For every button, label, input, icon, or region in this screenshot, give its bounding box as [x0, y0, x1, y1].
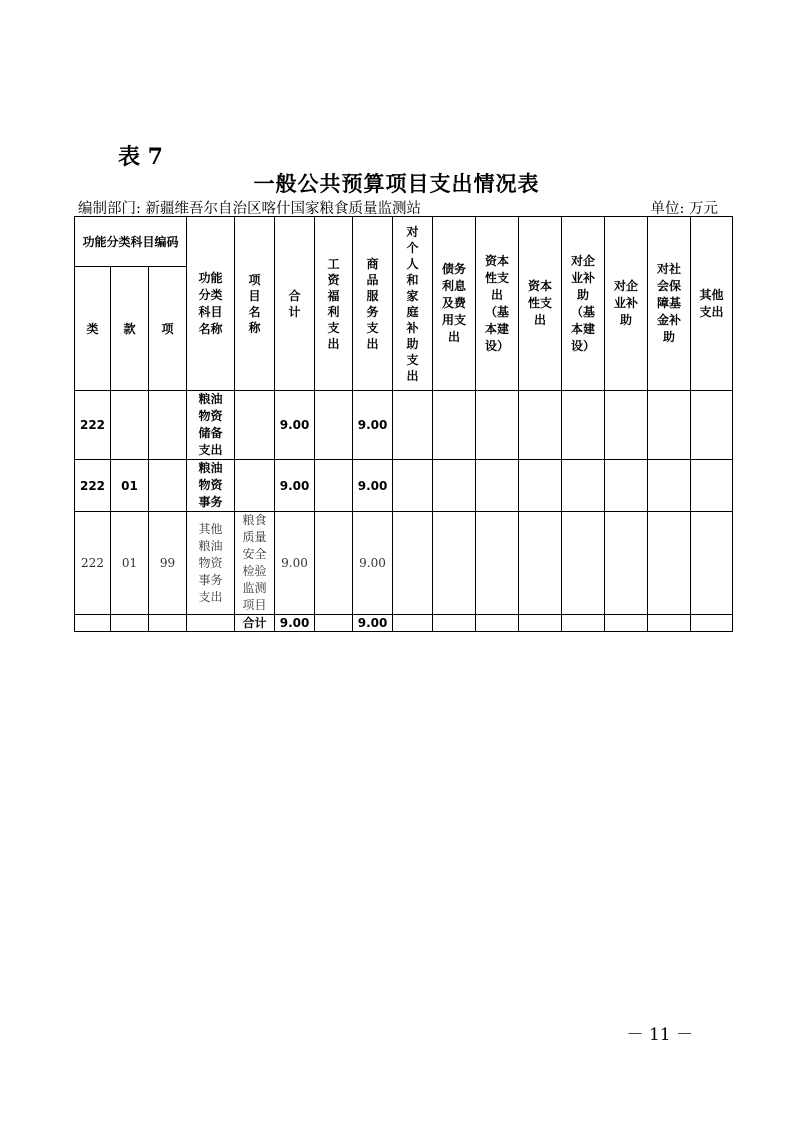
cell-empty: [476, 391, 519, 460]
header-personal: 对个人和家庭补助支出: [393, 217, 433, 391]
cell-empty: [476, 615, 519, 632]
header-lei: 类: [75, 267, 111, 391]
total-goods: 9.00: [353, 615, 393, 632]
header-func-name: 功能分类科目名称: [187, 217, 235, 391]
header-wage: 工资福利支出: [315, 217, 353, 391]
header-social: 对社会保障基金补助: [648, 217, 691, 391]
cell-lei: 222: [75, 391, 111, 460]
cell-empty: [393, 391, 433, 460]
cell-project-name: [235, 460, 275, 512]
cell-empty: [111, 615, 149, 632]
table-row: [75, 460, 733, 512]
cell-empty: [648, 512, 691, 615]
header-xiang: 项: [149, 267, 187, 391]
cell-goods: 9.00: [353, 391, 393, 460]
cell-lei: 222: [75, 512, 111, 615]
cell-empty: [562, 460, 605, 512]
cell-empty: [562, 615, 605, 632]
cell-empty: [562, 391, 605, 460]
table-row: [75, 512, 733, 615]
cell-total: 9.00: [275, 512, 315, 615]
cell-empty: [519, 460, 562, 512]
cell-empty: [187, 615, 235, 632]
cell-xiang: [149, 460, 187, 512]
cell-goods: 9.00: [353, 512, 393, 615]
cell-empty: [519, 391, 562, 460]
total-value: 9.00: [275, 615, 315, 632]
cell-total: 9.00: [275, 391, 315, 460]
cell-kuan: 01: [111, 512, 149, 615]
header-func-code-group: 功能分类科目编码: [75, 217, 187, 267]
cell-empty: [519, 512, 562, 615]
header-kuan: 款: [111, 267, 149, 391]
cell-empty: [605, 460, 648, 512]
header-total: 合计: [275, 217, 315, 391]
cell-kuan: 01: [111, 460, 149, 512]
cell-empty: [519, 615, 562, 632]
cell-empty: [476, 512, 519, 615]
cell-empty: [691, 460, 733, 512]
header-debt: 债务利息及费用支出: [433, 217, 476, 391]
cell-total: 9.00: [275, 460, 315, 512]
header-other: 其他支出: [691, 217, 733, 391]
cell-empty: [691, 615, 733, 632]
cell-wage: [315, 391, 353, 460]
table-number-label: 表 7: [118, 144, 163, 170]
cell-empty: [648, 615, 691, 632]
cell-empty: [433, 460, 476, 512]
cell-lei: 222: [75, 460, 111, 512]
header-enterprise: 对企业补助: [605, 217, 648, 391]
total-row: [75, 615, 733, 632]
cell-empty: [393, 615, 433, 632]
cell-project-name: 粮食质量安全检验监测项目: [235, 512, 275, 615]
cell-empty: [433, 512, 476, 615]
cell-empty: [562, 512, 605, 615]
cell-empty: [605, 512, 648, 615]
cell-empty: [433, 391, 476, 460]
cell-xiang: [149, 391, 187, 460]
cell-wage: [315, 460, 353, 512]
cell-empty: [605, 615, 648, 632]
cell-empty: [476, 460, 519, 512]
header-capital-basic: 资本性支出（基本建设）: [476, 217, 519, 391]
cell-empty: [149, 615, 187, 632]
cell-empty: [648, 391, 691, 460]
cell-empty: [393, 512, 433, 615]
cell-goods: 9.00: [353, 460, 393, 512]
cell-empty: [393, 460, 433, 512]
cell-empty: [691, 391, 733, 460]
cell-kuan: [111, 391, 149, 460]
cell-empty: [75, 615, 111, 632]
cell-empty: [433, 615, 476, 632]
cell-empty: [691, 512, 733, 615]
cell-func-name: 粮油物资储备支出: [187, 391, 235, 460]
total-label: 合计: [235, 615, 275, 632]
header-project-name: 项目名称: [235, 217, 275, 391]
document-title: 一般公共预算项目支出情况表: [253, 172, 540, 196]
cell-func-name: 粮油物资事务: [187, 460, 235, 512]
budget-table: [74, 216, 733, 632]
header-row-1: [75, 217, 733, 267]
header-capital: 资本性支出: [519, 217, 562, 391]
header-enterprise-basic: 对企业补助（基本建设）: [562, 217, 605, 391]
page-number: － 11 －: [626, 1025, 693, 1045]
header-goods: 商品服务支出: [353, 217, 393, 391]
cell-empty: [648, 460, 691, 512]
cell-empty: [315, 615, 353, 632]
unit-label: 单位: 万元: [650, 201, 718, 217]
table-row: [75, 391, 733, 460]
cell-wage: [315, 512, 353, 615]
cell-xiang: 99: [149, 512, 187, 615]
cell-project-name: [235, 391, 275, 460]
cell-func-name: 其他粮油物资事务支出: [187, 512, 235, 615]
department-label: 编制部门: 新疆维吾尔自治区喀什国家粮食质量监测站: [78, 201, 421, 217]
cell-empty: [605, 391, 648, 460]
